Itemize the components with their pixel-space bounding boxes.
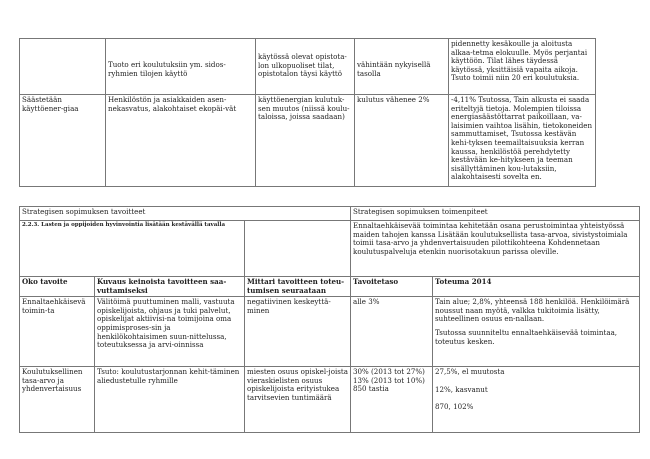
result-text: 27,5%, el muutosta bbox=[435, 367, 505, 377]
goal-cell: Ennaltaehkäisevä toimin-ta bbox=[20, 297, 95, 367]
column-header-row bbox=[20, 277, 640, 297]
continuation-table bbox=[19, 38, 596, 187]
result-cell bbox=[433, 367, 640, 433]
table-row bbox=[20, 95, 596, 187]
target-cell: vähintään nykyisellä tasolla bbox=[355, 39, 449, 95]
col-header-means: Kuvaus keinoista tavoitteen saa-vuttamiseksi bbox=[95, 277, 245, 297]
table-row bbox=[20, 297, 640, 367]
empty-cell bbox=[245, 221, 351, 277]
target-cell: kulutus vähenee 2% bbox=[355, 95, 449, 187]
target-cell: alle 3% bbox=[351, 297, 433, 367]
means-cell: Henkilöstön ja asiakkaiden asen-nekasvatus, alakohtaiset ekopäi-vät bbox=[106, 95, 256, 187]
result-text: Tain alue; 2,8%, yhteensä 188 henkilöä. Henkilöimärä noussut naan myötä, valkka tukitoimia lisätty, suhteellinen osuus en-nallaan. bbox=[435, 297, 630, 324]
col-header-result: Toteuma 2014 bbox=[433, 277, 640, 297]
metric-cell: miesten osuus opiskel-joista vieraskielisten osuus opiskelijoista erityistukea tarvitsevien tuntimäärä bbox=[245, 367, 351, 433]
means-cell: Tuoto eri koulutuksiin ym. sidos-ryhmien tilojen käyttö bbox=[106, 39, 256, 95]
target-text: 30% (2013 tot 27%) bbox=[353, 367, 425, 377]
col-header-target: Tavoitetaso bbox=[351, 277, 433, 297]
result-cell: -4,11% Tsutossa, Tain alkusta ei saada eriteltyjä tietoja. Molempien tiloissa energiasäästöttarrat paikoillaan, va-laisimien vaihtoa lisähin, tietokoneiden sammuttamiset, Tsutossa kestävän kehi-tyksen teemailtaisuuksia kerran kaussa, henkilöstöä perehdytetty kestävään ke-hitykseen ja teeman sisällyttäminen kou-lutaksiin, alakohtaisesti sovelta en. bbox=[449, 95, 596, 187]
result-cell: pidennetty kesäkoulle ja aloitusta alkaa-tetma elokuulle. Myös perjantai käyttöön. Tilat lähes täydessä käytössä, yksittäisiä vapaita aikoja. Tsuto toimii niin 20 eri koulutuksia. bbox=[449, 39, 596, 95]
target-cell bbox=[351, 367, 433, 433]
col-header-metric: Mittari tavoitteen toteu-tumisen seuraataan bbox=[245, 277, 351, 297]
section-row bbox=[20, 221, 640, 277]
table-row bbox=[20, 39, 596, 95]
section-description: Ennaltaehkäisevää toimintaa kehitetään osana perustoimintaa yhteistyössä maiden tahojen kanssa Lisätään koulutuksellista tasa-arvoa, sivistystoimiala toimii tasa-arvo ja yhdenvertaisuuden pilottikohteena Kohdennetaan koulutuspalveluja etenkin nuorisotakuun parissa oleville. bbox=[351, 221, 640, 277]
section-title: 2.2.3. Lasten ja oppijoiden hyvinvointia lisätään kestävällä tavalla bbox=[20, 221, 245, 277]
goals-header: Strategisen sopimuksen tavoitteet bbox=[20, 207, 351, 221]
means-cell: Välitöimä puuttuminen malli, vastuuta opiskelijoista, ohjaus ja tuki palvelut, opiskelijat aktiivisi-na toimijoina oma oppimisproses-sin ja henkilökohtaisimen suun-nittelussa, toteutuksessa ja arvi-oinnissa bbox=[95, 297, 245, 367]
result-text: 870, 102% bbox=[435, 402, 474, 412]
target-text: 850 tastia bbox=[353, 384, 389, 394]
metric-cell: käytössä olevat opistota-lon ulkopuoliset tilat, opistotalon täysi käyttö bbox=[256, 39, 355, 95]
strategy-table bbox=[19, 206, 640, 433]
result-text: 12%, kasvanut bbox=[435, 384, 488, 394]
table-row bbox=[20, 367, 640, 433]
result-cell bbox=[433, 297, 640, 367]
goal-cell: Säästetään käyttöener-giaa bbox=[20, 95, 106, 187]
col-header-goal: Oko tavoite bbox=[20, 277, 95, 297]
goal-cell: Koulutuksellinen tasa-arvo ja yhdenvertaisuus bbox=[20, 367, 95, 433]
metric-cell: negatiivinen keskeyttä-minen bbox=[245, 297, 351, 367]
means-cell: Tsuto: koulutustarjonnan kehit-täminen aliedustetulle ryhmille bbox=[95, 367, 245, 433]
metric-cell: käyttöenergian kulutuk-sen muutos (niissä koulu-taloissa, joissa saadaan) bbox=[256, 95, 355, 187]
goal-cell bbox=[20, 39, 106, 95]
actions-header: Strategisen sopimuksen toimenpiteet bbox=[351, 207, 640, 221]
target-text: 13% (2013 tot 10%) bbox=[353, 375, 425, 385]
header-row bbox=[20, 207, 640, 221]
result-text: Tsutossa suunniteltu ennaltaehkäisevää toimintaa, toteutus kesken. bbox=[435, 327, 618, 346]
